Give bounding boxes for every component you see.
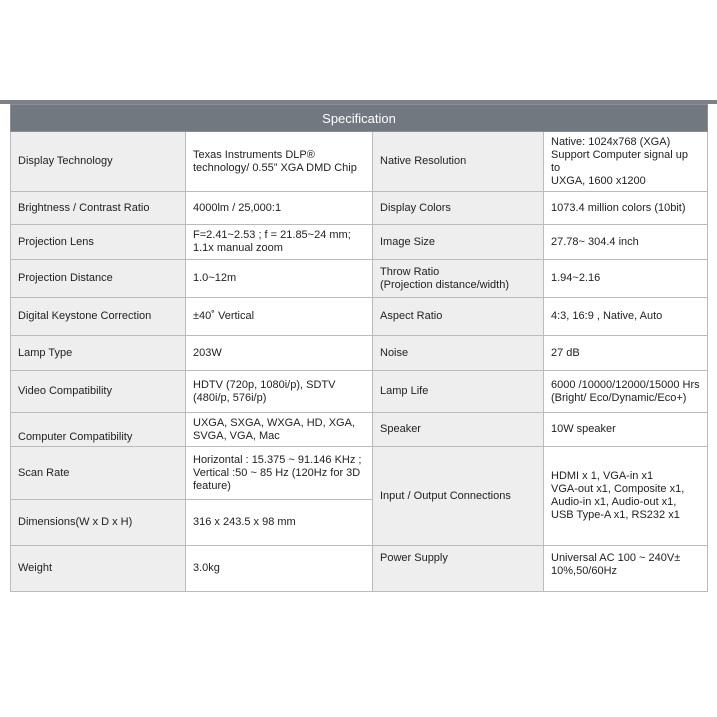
table-row xyxy=(11,225,708,260)
spec-value: 4:3, 16:9 , Native, Auto xyxy=(544,298,708,336)
spec-label: Brightness / Contrast Ratio xyxy=(11,192,186,225)
spec-label: Lamp Type xyxy=(11,336,186,371)
table-header-row xyxy=(11,105,708,132)
spec-label: Weight xyxy=(11,546,186,592)
spec-value: 6000 /10000/12000/15000 Hrs (Bright/ Eco/Dynamic/Eco+) xyxy=(544,371,708,413)
table-row xyxy=(11,298,708,336)
spec-value: ±40˚ Vertical xyxy=(186,298,373,336)
spec-value: 10W speaker xyxy=(544,413,708,447)
spec-label: Computer Compatibility xyxy=(11,413,186,447)
table-row xyxy=(11,336,708,371)
table-row xyxy=(11,371,708,413)
spec-label: Input / Output Connections xyxy=(373,447,544,546)
spec-label: Noise xyxy=(373,336,544,371)
spec-label: Lamp Life xyxy=(373,371,544,413)
spec-value: Horizontal : 15.375 ~ 91.146 KHz ; Vertical :50 ~ 85 Hz (120Hz for 3D feature) xyxy=(186,447,373,500)
spec-value: 27.78~ 304.4 inch xyxy=(544,225,708,260)
table-row xyxy=(11,447,708,500)
spec-label: Scan Rate xyxy=(11,447,186,500)
spec-value: 316 x 243.5 x 98 mm xyxy=(186,500,373,546)
spec-label: Display Technology xyxy=(11,132,186,192)
spec-value: HDTV (720p, 1080i/p), SDTV (480i/p, 576i/p) xyxy=(186,371,373,413)
table-row xyxy=(11,260,708,298)
spec-value: 1073.4 million colors (10bit) xyxy=(544,192,708,225)
spec-label: Speaker xyxy=(373,413,544,447)
table-row xyxy=(11,132,708,192)
spec-label: Projection Distance xyxy=(11,260,186,298)
spec-value: HDMI x 1, VGA-in x1 VGA-out x1, Composite x1, Audio-in x1, Audio-out x1, USB Type-A x1, RS232 x1 xyxy=(544,447,708,546)
spec-value: Universal AC 100 ~ 240V± 10%,50/60Hz xyxy=(544,546,708,592)
spec-value: 1.94~2.16 xyxy=(544,260,708,298)
spec-value: Native: 1024x768 (XGA) Support Computer signal up to UXGA, 1600 x1200 xyxy=(544,132,708,192)
spec-label: Aspect Ratio xyxy=(373,298,544,336)
spec-value: 3.0kg xyxy=(186,546,373,592)
spec-label: Video Compatibility xyxy=(11,371,186,413)
table-row xyxy=(11,546,708,592)
spec-value: 203W xyxy=(186,336,373,371)
spec-value: F=2.41~2.53 ; f = 21.85~24 mm; 1.1x manual zoom xyxy=(186,225,373,260)
spec-value: 4000lm / 25,000:1 xyxy=(186,192,373,225)
spec-value: 1.0~12m xyxy=(186,260,373,298)
spec-label: Dimensions(W x D x H) xyxy=(11,500,186,546)
spec-label: Image Size xyxy=(373,225,544,260)
spec-label: Native Resolution xyxy=(373,132,544,192)
spec-value: Texas Instruments DLP® technology/ 0.55” XGA DMD Chip xyxy=(186,132,373,192)
spec-label: Display Colors xyxy=(373,192,544,225)
specification-table xyxy=(10,104,708,592)
spec-value: UXGA, SXGA, WXGA, HD, XGA, SVGA, VGA, Mac xyxy=(186,413,373,447)
table-row xyxy=(11,413,708,447)
table-row xyxy=(11,192,708,225)
spec-label: Power Supply xyxy=(373,546,544,592)
spec-value: 27 dB xyxy=(544,336,708,371)
spec-label: Projection Lens xyxy=(11,225,186,260)
table-title: Specification xyxy=(11,105,708,132)
spec-label: Digital Keystone Correction xyxy=(11,298,186,336)
spec-label: Throw Ratio (Projection distance/width) xyxy=(373,260,544,298)
